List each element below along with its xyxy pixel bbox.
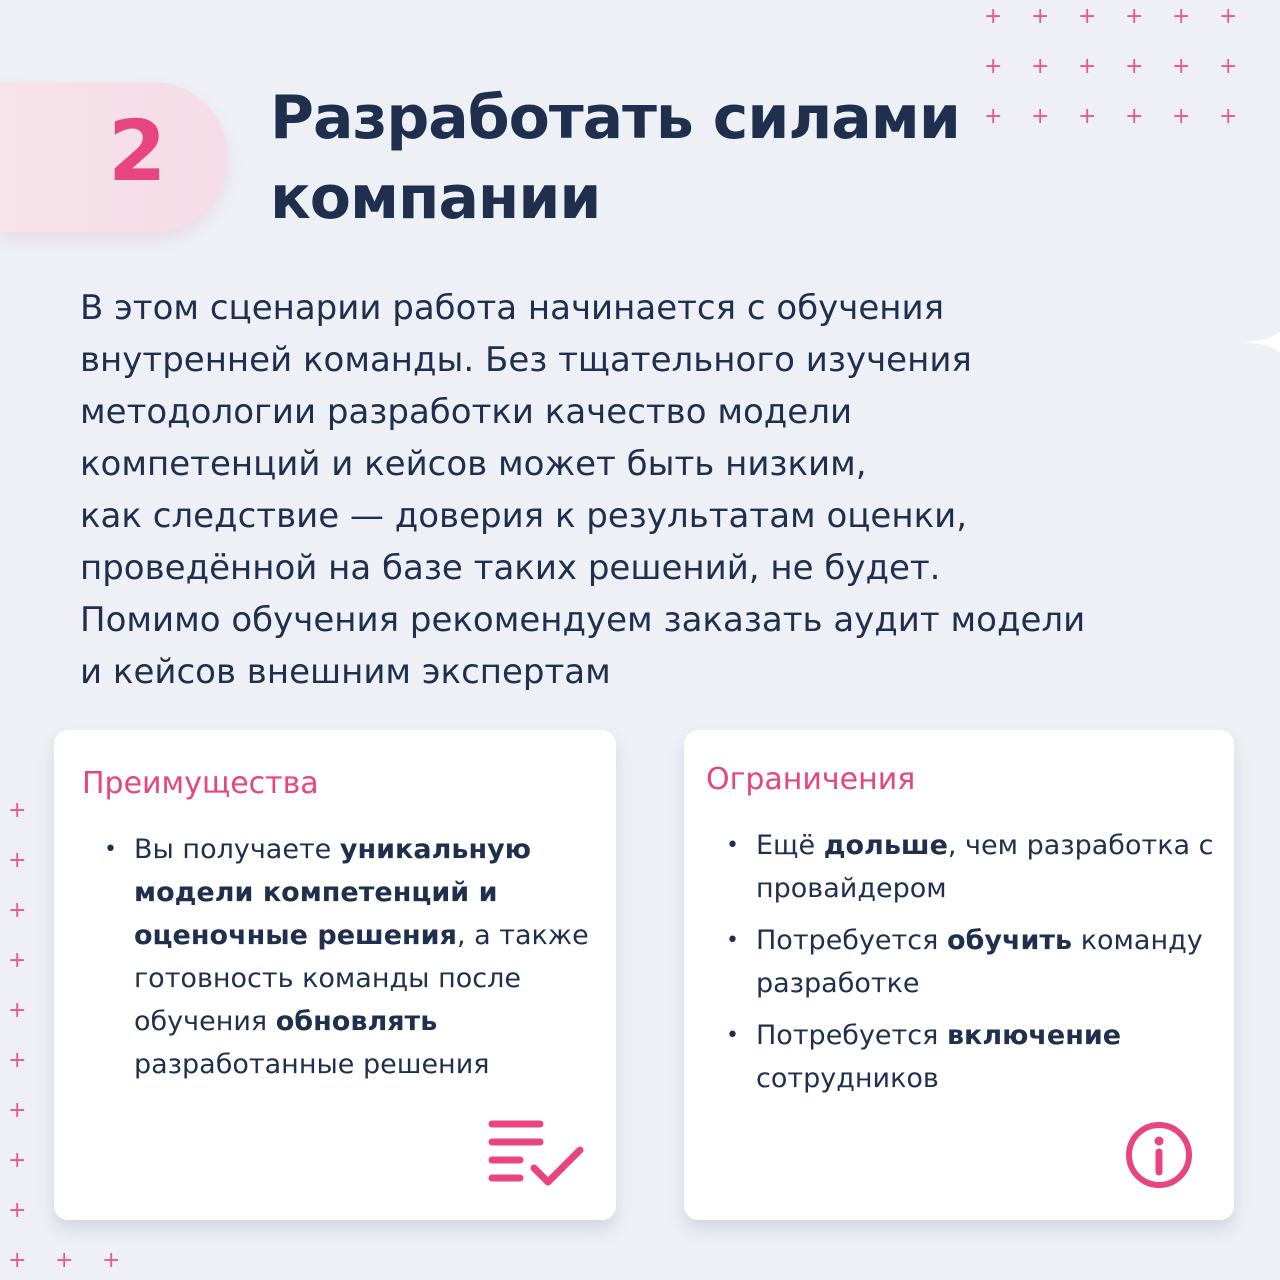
checklist-icon [488, 1118, 588, 1190]
limitations-title: Ограничения [706, 762, 916, 797]
plus-icon: + [8, 1098, 27, 1123]
item-text: разработанные решения [134, 1049, 490, 1080]
plus-icon: + [984, 4, 1003, 29]
bullet-icon: • [726, 928, 739, 953]
step-number: 2 [108, 102, 167, 200]
plus-icon: + [1219, 104, 1238, 129]
limitations-card [684, 730, 1234, 1220]
plus-icon: + [55, 1248, 74, 1273]
page-title [270, 78, 1030, 238]
plus-icon: + [1172, 104, 1191, 129]
item-bold: уникальную модели компетенций и оценочные решения [134, 834, 531, 951]
list-item [726, 1014, 1226, 1100]
intro-line: и кейсов внешним экспертам [80, 652, 611, 692]
plus-icon: + [1125, 104, 1144, 129]
plus-icon: + [1172, 4, 1191, 29]
intro-line: В этом сценарии работа начинается с обучения [80, 288, 945, 328]
intro-line: как следствие — доверия к результатам оценки, [80, 496, 968, 536]
plus-icon: + [8, 1048, 27, 1073]
list-item [726, 919, 1226, 1005]
intro-line: компетенций и кейсов может быть низким, [80, 444, 867, 484]
item-text: команду разработке [756, 925, 1203, 999]
intro-paragraph [80, 282, 1200, 698]
plus-icon: + [1172, 54, 1191, 79]
item-bold: обучить [946, 925, 1073, 956]
title-line-2: компании [270, 163, 601, 233]
plus-icon: + [8, 898, 27, 923]
item-bold: дольше [823, 830, 948, 861]
plus-icon: + [1078, 104, 1097, 129]
item-text: Ещё [756, 830, 824, 861]
plus-icon: + [1219, 54, 1238, 79]
bullet-icon: • [104, 837, 117, 862]
plus-icon: + [1031, 104, 1050, 129]
list-item [104, 828, 604, 1086]
plus-icon: + [8, 798, 27, 823]
limitations-list [726, 824, 1226, 1109]
item-text: , чем разработка с провайдером [756, 830, 1214, 904]
star-decoration-icon [1240, 300, 1280, 384]
intro-line: Помимо обучения рекомендуем заказать аудит модели [80, 600, 1086, 640]
plus-icon: + [1219, 4, 1238, 29]
plus-icon: + [8, 848, 27, 873]
plus-icon: + [984, 104, 1003, 129]
plus-icon: + [8, 948, 27, 973]
plus-icon: + [1125, 4, 1144, 29]
item-text: сотрудников [756, 1063, 939, 1094]
plus-icon: + [1078, 54, 1097, 79]
item-text: Потребуется [756, 1020, 947, 1051]
plus-icon: + [1125, 54, 1144, 79]
plus-icon: + [8, 1198, 27, 1223]
step-number-badge [0, 82, 228, 232]
intro-line: внутренней команды. Без тщательного изучения [80, 340, 972, 380]
plus-icon: + [1031, 54, 1050, 79]
item-bold: обновлять [275, 1006, 438, 1037]
plus-icon: + [8, 1148, 27, 1173]
bullet-icon: • [726, 833, 739, 858]
info-icon [1124, 1120, 1194, 1190]
item-text: , а также готовность команды после обучения [134, 920, 589, 1037]
plus-icon: + [1078, 4, 1097, 29]
title-line-1: Разработать силами [270, 83, 960, 153]
advantages-title: Преимущества [82, 766, 319, 801]
intro-line: методологии разработки качество модели [80, 392, 853, 432]
bullet-icon: • [726, 1023, 739, 1048]
item-bold: включение [946, 1020, 1122, 1051]
plus-icon: + [8, 998, 27, 1023]
item-text: Вы получаете [134, 834, 340, 865]
plus-icon: + [8, 1248, 27, 1273]
advantages-list [104, 828, 604, 1095]
list-item [726, 824, 1226, 910]
advantages-card [54, 730, 616, 1220]
plus-icon: + [984, 54, 1003, 79]
intro-line: проведённой на базе таких решений, не будет. [80, 548, 941, 588]
item-text: Потребуется [756, 925, 947, 956]
plus-icon: + [1031, 4, 1050, 29]
plus-icon: + [102, 1248, 121, 1273]
